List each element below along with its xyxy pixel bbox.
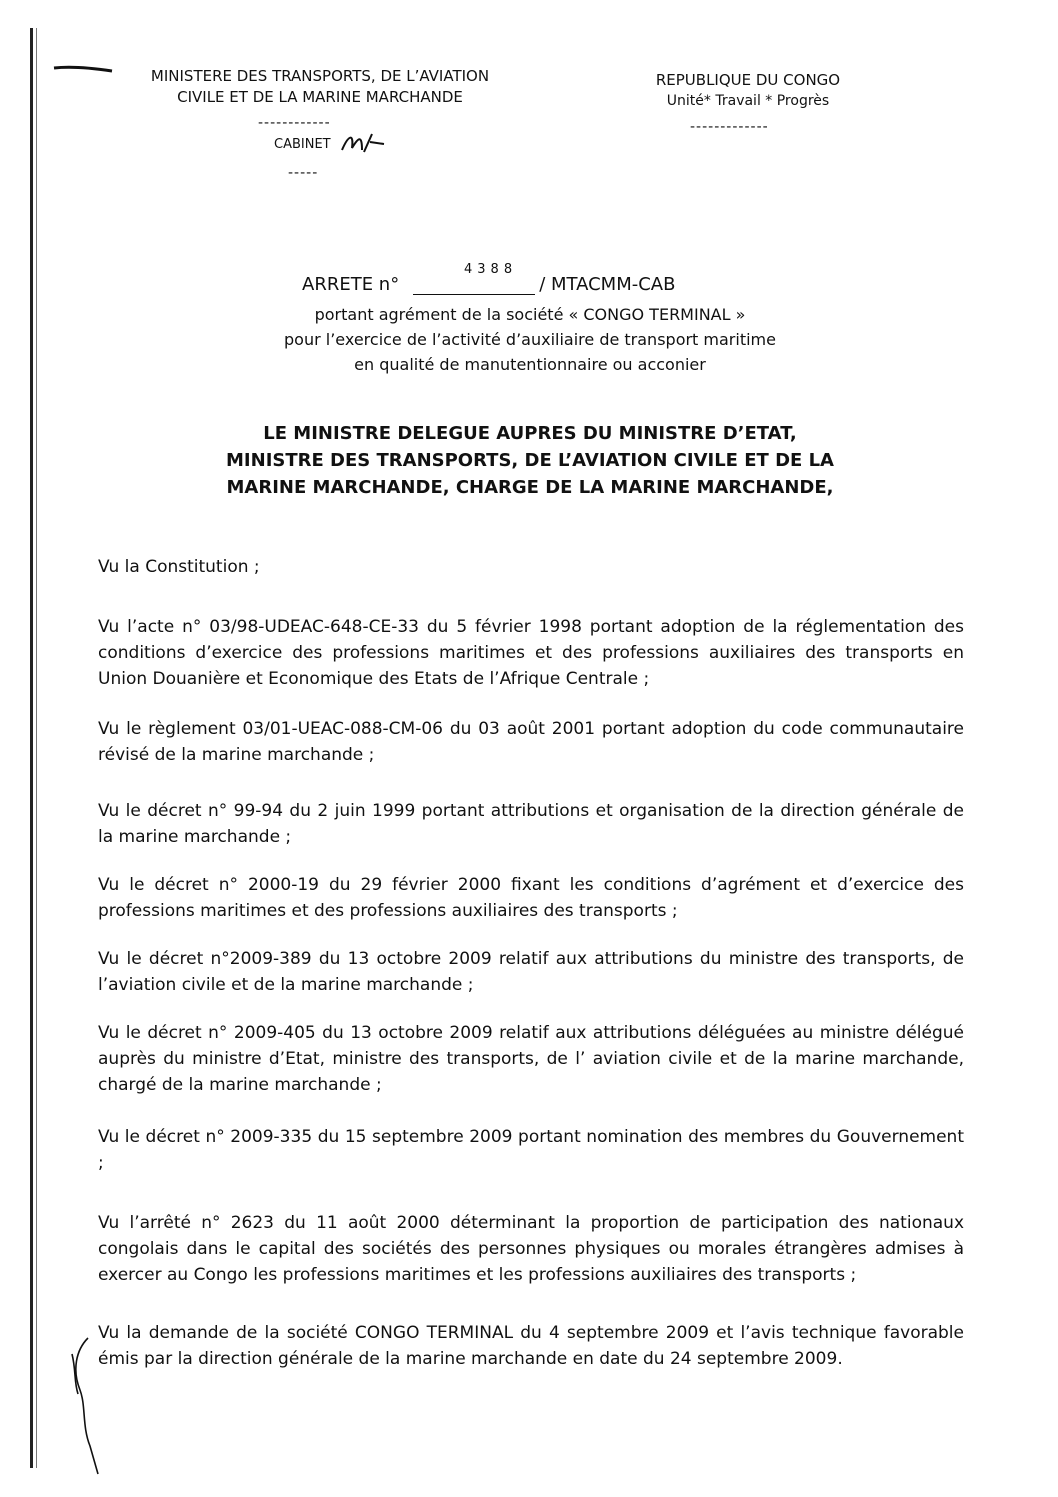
minister-line-2: MINISTRE DES TRANSPORTS, DE L’AVIATION CIVILE ET DE LA [226,450,834,471]
visa-paragraph: Vu le règlement 03/01-UEAC-088-CM-06 du 03 août 2001 portant adoption du code communautaire révisé de la marine marchande ; [98,719,964,765]
cabinet-dashes: ----- [288,165,319,181]
visa-paragraph: Vu le décret n° 2009-335 du 15 septembre 2009 portant nomination des membres du Gouvernement ; [98,1127,964,1173]
ministry-line-1: MINISTERE DES TRANSPORTS, DE L’AVIATION [150,67,490,85]
arrete-number: 4388 [464,262,518,277]
minister-heading [130,420,930,501]
arrete-sub-2: pour l’exercice de l’activité d’auxiliaire de transport maritime [284,330,776,349]
ministry-line-2: CIVILE ET DE LA MARINE MARCHANDE [177,88,463,106]
visa-paragraph: Vu l’arrêté n° 2623 du 11 août 2000 déterminant la proportion de participation des nationaux congolais dans le capital des sociétés des personnes physiques ou morales étrangères admises à exercer au Congo les professions maritimes et les professions auxiliaires des transports ; [98,1213,964,1285]
pen-stroke-mark [52,62,114,76]
ministry-dashes: ------------ [258,115,331,131]
visa-paragraph: Vu le décret n°2009-389 du 13 octobre 2009 relatif aux attributions du ministre des transports, de l’aviation civile et de la marine marchande ; [98,949,964,995]
cabinet-label: CABINET [274,137,331,152]
number-blank-line [413,276,535,295]
ministry-header [100,66,540,108]
republic-dashes: ------------- [690,119,769,135]
visa-paragraph: Vu la demande de la société CONGO TERMINAL du 4 septembre 2009 et l’avis technique favorable émis par la direction générale de la marine marchande en date du 24 septembre 2009. [98,1323,964,1369]
minister-line-1: LE MINISTRE DELEGUE AUPRES DU MINISTRE D’ETAT, [263,423,797,444]
visa-paragraph: Vu l’acte n° 03/98-UDEAC-648-CE-33 du 5 février 1998 portant adoption de la réglementation des conditions d’exercice des professions maritimes et des professions auxiliaires des transports en Union Douanière et Economique des Etats de l’Afrique Centrale ; [98,617,964,689]
paraph-initial-mark [62,1330,112,1480]
cabinet-initials-scribble [340,128,390,158]
arrete-sub-1: portant agrément de la société « CONGO TERMINAL » [314,305,746,324]
minister-line-3: MARINE MARCHANDE, CHARGE DE LA MARINE MARCHANDE, [226,477,834,498]
motto-line: Unité* Travail * Progrès [666,93,830,109]
scan-edge-line-2 [36,28,37,1468]
arrete-title [302,274,675,295]
scan-edge-line [30,28,33,1468]
visa-paragraph: Vu le décret n° 99-94 du 2 juin 1999 portant attributions et organisation de la direction générale de la marine marchande ; [98,801,964,847]
visa-paragraph: Vu le décret n° 2009-405 du 13 octobre 2009 relatif aux attributions déléguées au ministre délégué auprès du ministre d’Etat, ministre des transports, de l’ aviation civile et de la marine marchande, chargé de la marine marchande ; [98,1023,964,1095]
arrete-suffix: / MTACMM-CAB [539,274,676,295]
arrete-subtitle [180,302,880,377]
arrete-sub-3: en qualité de manutentionnaire ou acconier [354,355,706,374]
republic-header [618,70,878,112]
visa-paragraph: Vu la Constitution ; [98,557,260,577]
arrete-prefix: ARRETE n° [302,274,400,295]
visa-paragraph: Vu le décret n° 2000-19 du 29 février 2000 fixant les conditions d’agrément et d’exercice des professions maritimes et des professions auxiliaires des transports ; [98,875,964,921]
republic-line: REPUBLIQUE DU CONGO [655,71,841,89]
